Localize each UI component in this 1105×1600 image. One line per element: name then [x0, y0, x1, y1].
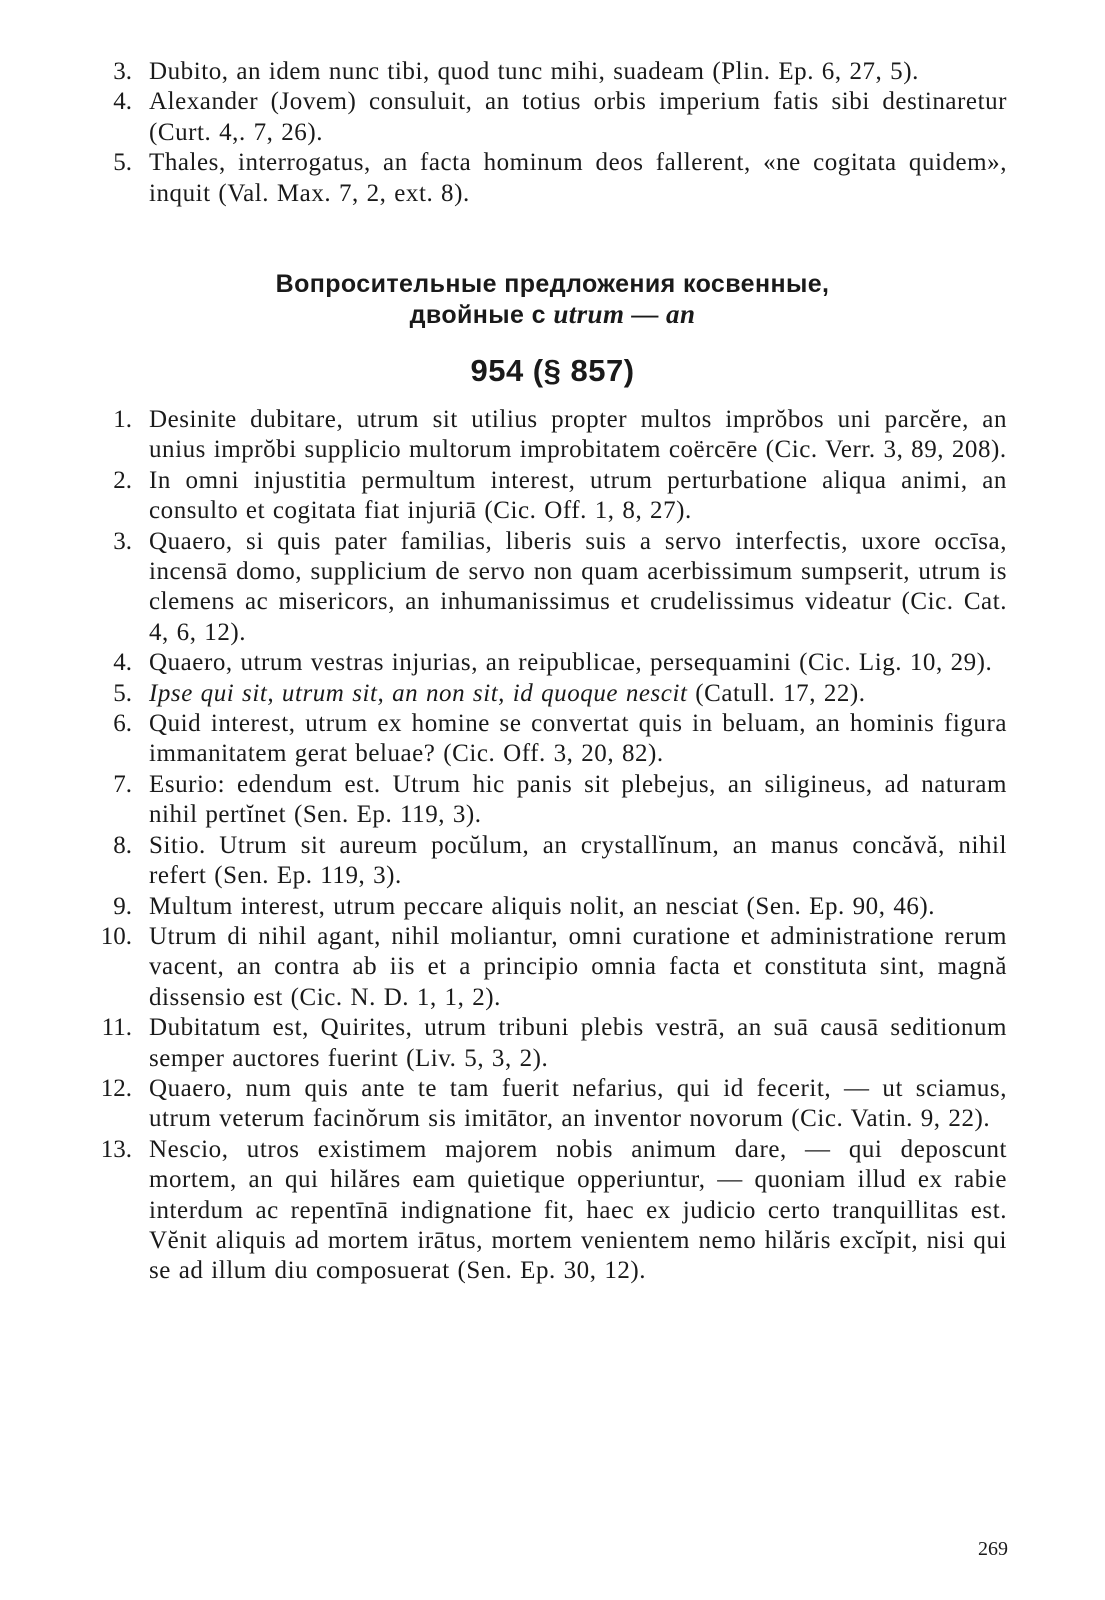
page-number: 269: [978, 1538, 1008, 1560]
heading-italic-term: utrum — an: [553, 299, 696, 329]
list-item: [0, 57, 1105, 87]
item-text: Quid interest, utrum ex homine se convertat quis in beluam, an hominis figura immanitatem gerat beluae? (Cic. Off. 3, 20, 82).: [149, 710, 1007, 768]
item-number: 2.: [113, 466, 132, 494]
list-item: [0, 1074, 1105, 1135]
item-text: Alexander (Jovem) consuluit, an totius orbis imperium fatis sibi destinaretur (Curt. 4,. 7, 26).: [149, 88, 1007, 146]
list-item: [0, 466, 1105, 527]
list-item: [0, 709, 1105, 770]
item-text: In omni injustitia permultum interest, utrum perturbatione aliqua animi, an consulto et cogitata fiat injuriā (Cic. Off. 1, 8, 27).: [149, 466, 1007, 525]
citation: (Catull. 17, 22).: [687, 679, 866, 707]
list-item: [0, 87, 1105, 148]
item-text: [149, 679, 1007, 709]
list-item: [0, 892, 1105, 922]
list-item: [0, 648, 1105, 678]
section-heading-line-1: Вопросительные предложения косвенные,: [275, 270, 830, 298]
top-examples-list: [0, 57, 1105, 209]
list-item: [0, 770, 1105, 831]
item-text: Dubitatum est, Quirites, utrum tribuni plebis vestrā, an suā causā seditionum semper auctores fuerint (Liv. 5, 3, 2).: [149, 1014, 1007, 1072]
list-item: [0, 831, 1105, 892]
item-number: 3.: [113, 58, 132, 85]
list-item: [0, 1135, 1105, 1287]
item-number: 1.: [113, 406, 132, 433]
item-number: 4.: [113, 649, 132, 677]
item-text: Multum interest, utrum peccare aliquis nolit, an nesciat (Sen. Ep. 90, 46).: [149, 892, 936, 920]
item-number: 8.: [113, 831, 132, 859]
item-number: 5.: [113, 149, 132, 177]
item-text: Sitio. Utrum sit aureum pocŭlum, an crystallĭnum, an manus concăvă, nihil refert (Sen. Ep. 119, 3).: [149, 831, 1007, 890]
section-number: 954 (§ 857): [470, 353, 635, 388]
item-number: 12.: [100, 1074, 132, 1102]
list-item: [0, 1013, 1105, 1074]
item-number: 6.: [113, 710, 132, 738]
item-number: 9.: [113, 892, 132, 920]
item-text: Esurio: edendum est. Utrum hic panis sit plebejus, an siligineus, ad naturam nihil pertĭnet (Sen. Ep. 119, 3).: [149, 770, 1007, 829]
list-item: [0, 148, 1105, 209]
item-text: Dubito, an idem nunc tibi, quod tunc mihi, suadeam (Plin. Ep. 6, 27, 5).: [149, 58, 919, 85]
item-text: Utrum di nihil agant, nihil moliantur, omni curatione et administratione rerum vacent, an contra ab iis et a principio omnia facta et constituta sint, magnă dissensio est (Cic. N. D. 1, 1, 2).: [149, 922, 1007, 1011]
item-number: 5.: [113, 679, 132, 707]
examples-list: [0, 405, 1105, 1287]
item-number: 3.: [113, 527, 132, 555]
item-text: Quaero, si quis pater familias, liberis suis a servo interfectis, uxore occīsa, incensā domo, supplicium de servo non quam acerbissimum sumpserit, utrum is clemens ac misericors, an inhumanissimus et crudelissimus videatur (Cic. Cat. 4, 6, 12).: [149, 527, 1007, 646]
item-text: Desinite dubitare, utrum sit utilius propter multos imprŏbos uni parcĕre, an unius imprŏbi supplicio multorum improbitatem coërcēre (Cic. Verr. 3, 89, 208).: [149, 406, 1007, 464]
section-heading-line-2: [0, 298, 1105, 331]
italic-quote: Ipse qui sit, utrum sit, an non sit, id quoque nescit: [149, 679, 688, 707]
list-item: [0, 922, 1105, 1013]
item-number: 11.: [101, 1014, 132, 1042]
list-item: [0, 405, 1105, 466]
item-number: 13.: [100, 1135, 132, 1163]
item-number: 4.: [113, 88, 132, 116]
item-text: Thales, interrogatus, an facta hominum deos fallerent, «ne cogitata quidem», inquit (Val. Max. 7, 2, ext. 8).: [149, 149, 1007, 207]
item-text: Quaero, num quis ante te tam fuerit nefarius, qui id fecerit, — ut sciamus, utrum veterum facinŏrum sis imitātor, an inventor novorum (Cic. Vatin. 9, 22).: [149, 1074, 1007, 1133]
item-text: Quaero, utrum vestras injurias, an reipublicae, persequamini (Cic. Lig. 10, 29).: [149, 649, 993, 677]
item-number: 7.: [113, 770, 132, 798]
list-item: [0, 527, 1105, 649]
list-item: [0, 679, 1105, 709]
item-number: 10.: [100, 922, 132, 950]
heading-prefix: двойные с: [409, 301, 554, 329]
item-text: Nescio, utros existimem majorem nobis animum dare, — qui deposcunt mortem, an qui hilăres eam quietique opperiuntur, — quoniam illud ex rabie interdum ac repentīnā indignatione fit, haec ex judicio certo tranquillitas est. Vĕnit aliquis ad mortem irātus, mortem venientem nemo hilăris excĭpit, nisi qui se ad illum diu composuerat (Sen. Ep. 30, 12).: [149, 1135, 1007, 1285]
